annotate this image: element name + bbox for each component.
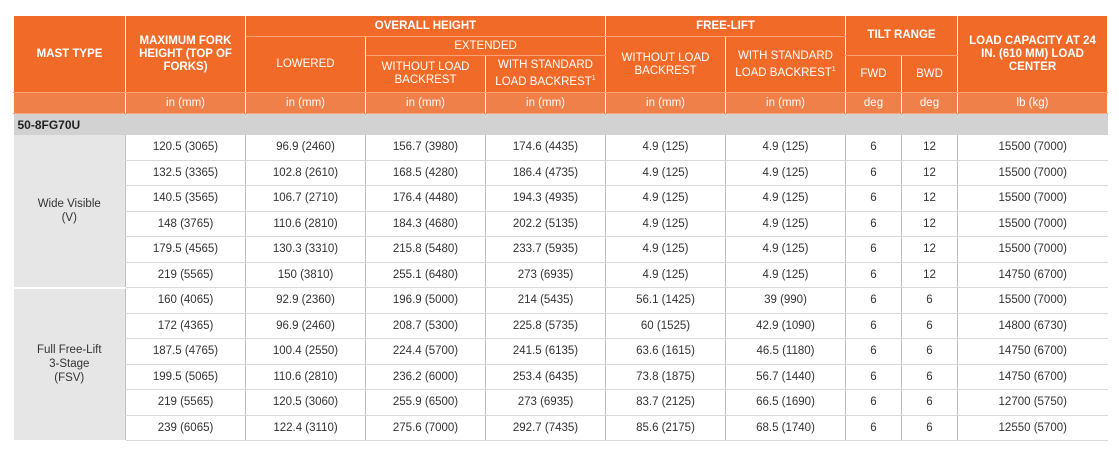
unit-cell: deg [902, 93, 958, 114]
table-cell: 39 (990) [726, 288, 846, 314]
table-cell: 179.5 (4565) [126, 237, 246, 263]
mast-type-line: (V) [61, 211, 77, 224]
table-cell: 4.9 (125) [726, 186, 846, 212]
table-cell: 148 (3765) [126, 211, 246, 237]
table-cell: 14800 (6730) [958, 313, 1108, 339]
table-cell: 130.3 (3310) [246, 237, 366, 263]
table-cell: 187.5 (4765) [126, 339, 246, 365]
table-row [14, 415, 1108, 441]
table-cell: 15500 (7000) [958, 160, 1108, 186]
table-cell: 6 [846, 339, 902, 365]
table-cell: 199.5 (5065) [126, 364, 246, 390]
mast-type-line: (FSV) [54, 372, 85, 384]
table-cell: 184.3 (4680) [366, 211, 486, 237]
unit-cell: deg [846, 93, 902, 114]
table-cell: 6 [846, 313, 902, 339]
table-cell: 172 (4365) [126, 313, 246, 339]
table-cell: 156.7 (3980) [366, 135, 486, 160]
table-cell: 63.6 (1615) [606, 339, 726, 365]
mast-type-cell [14, 135, 126, 288]
table-cell: 120.5 (3065) [126, 135, 246, 160]
table-cell: 225.8 (5735) [486, 313, 606, 339]
table-row [14, 390, 1108, 416]
table-cell: 6 [902, 339, 958, 365]
header-bwd: BWD [902, 56, 958, 93]
header-with-standard-load-backrest: WITH STANDARD LOAD BACKREST$^1$ [486, 56, 606, 93]
table-cell: 196.9 (5000) [366, 288, 486, 314]
table-cell: 14750 (6700) [958, 364, 1108, 390]
table-cell: 96.9 (2460) [246, 313, 366, 339]
table-cell: 15500 (7000) [958, 135, 1108, 160]
table-cell: 92.9 (2360) [246, 288, 366, 314]
unit-cell: in (mm) [366, 93, 486, 114]
table-cell: 219 (5565) [126, 390, 246, 416]
table-cell: 12 [902, 135, 958, 160]
table-cell: 160 (4065) [126, 288, 246, 314]
table-cell: 96.9 (2460) [246, 135, 366, 160]
table-cell: 4.9 (125) [606, 135, 726, 160]
table-cell: 56.1 (1425) [606, 288, 726, 314]
table-row [14, 262, 1108, 288]
table-cell: 239 (6065) [126, 415, 246, 441]
table-cell: 224.4 (5700) [366, 339, 486, 365]
table-cell: 273 (6935) [486, 390, 606, 416]
table-cell: 6 [846, 262, 902, 288]
table-cell: 6 [846, 160, 902, 186]
header-free-lift: FREE-LIFT [606, 16, 846, 37]
table-cell: 255.9 (6500) [366, 390, 486, 416]
table-cell: 106.7 (2710) [246, 186, 366, 212]
table-cell: 122.4 (3110) [246, 415, 366, 441]
table-cell: 273 (6935) [486, 262, 606, 288]
table-cell: 12 [902, 237, 958, 263]
table-row [14, 135, 1108, 160]
table-cell: 120.5 (3060) [246, 390, 366, 416]
header-fl-without-backrest: WITHOUT LOAD BACKREST [606, 37, 726, 93]
unit-cell: in (mm) [246, 93, 366, 114]
table-cell: 12 [902, 160, 958, 186]
mast-type-line: 3-Stage [49, 358, 90, 370]
table-cell: 241.5 (6135) [486, 339, 606, 365]
table-cell: 6 [846, 211, 902, 237]
footnote-mark: 1 [831, 65, 836, 73]
table-cell: 6 [902, 313, 958, 339]
model-label: 50-8FG70U [14, 114, 1108, 136]
table-cell: 12550 (5700) [958, 415, 1108, 441]
header-max-fork-height: MAXIMUM FORK HEIGHT (TOP OF FORKS) [126, 16, 246, 93]
table-cell: 6 [846, 415, 902, 441]
unit-cell: in (mm) [126, 93, 246, 114]
table-cell: 174.6 (4435) [486, 135, 606, 160]
table-cell: 85.6 (2175) [606, 415, 726, 441]
table-cell: 4.9 (125) [606, 160, 726, 186]
table-cell: 6 [902, 364, 958, 390]
table-cell: 253.4 (6435) [486, 364, 606, 390]
table-cell: 66.5 (1690) [726, 390, 846, 416]
unit-cell: in (mm) [726, 93, 846, 114]
table-cell: 150 (3810) [246, 262, 366, 288]
table-cell: 168.5 (4280) [366, 160, 486, 186]
table-cell: 6 [846, 135, 902, 160]
table-row [14, 186, 1108, 212]
table-cell: 4.9 (125) [606, 186, 726, 212]
table-row [14, 237, 1108, 263]
header-lowered: LOWERED [246, 37, 366, 93]
header-mast-type: MAST TYPE [14, 16, 126, 93]
table-cell: 12 [902, 211, 958, 237]
table-cell: 4.9 (125) [726, 237, 846, 263]
table-cell: 215.8 (5480) [366, 237, 486, 263]
header-extended: EXTENDED [366, 37, 606, 56]
table-cell: 255.1 (6480) [366, 262, 486, 288]
table-cell: 6 [846, 237, 902, 263]
table-cell: 14750 (6700) [958, 262, 1108, 288]
table-cell: 4.9 (125) [606, 237, 726, 263]
table-cell: 4.9 (125) [726, 160, 846, 186]
table-cell: 6 [902, 288, 958, 314]
table-cell: 15500 (7000) [958, 211, 1108, 237]
table-cell: 6 [846, 288, 902, 314]
unit-cell: lb (kg) [958, 93, 1108, 114]
table-cell: 42.9 (1090) [726, 313, 846, 339]
mast-type-cell [14, 288, 126, 441]
table-cell: 12 [902, 262, 958, 288]
table-cell: 46.5 (1180) [726, 339, 846, 365]
table-cell: 4.9 (125) [606, 211, 726, 237]
table-cell: 176.4 (4480) [366, 186, 486, 212]
table-cell: 14750 (6700) [958, 339, 1108, 365]
table-cell: 100.4 (2550) [246, 339, 366, 365]
header-tilt-range: TILT RANGE [846, 16, 958, 56]
table-cell: 219 (5565) [126, 262, 246, 288]
header-load-capacity: LOAD CAPACITY AT 24 IN. (610 MM) LOAD CENTER [958, 16, 1108, 93]
table-cell: 60 (1525) [606, 313, 726, 339]
unit-cell [14, 93, 126, 114]
table-cell: 214 (5435) [486, 288, 606, 314]
table-cell: 68.5 (1740) [726, 415, 846, 441]
table-cell: 202.2 (5135) [486, 211, 606, 237]
unit-cell: in (mm) [486, 93, 606, 114]
table-cell: 208.7 (5300) [366, 313, 486, 339]
table-cell: 110.6 (2810) [246, 211, 366, 237]
table-cell: 236.2 (6000) [366, 364, 486, 390]
header-fwd: FWD [846, 56, 902, 93]
table-cell: 12 [902, 186, 958, 212]
table-cell: 4.9 (125) [726, 135, 846, 160]
table-body [14, 114, 1108, 441]
table-row [14, 288, 1108, 314]
header-overall-height: OVERALL HEIGHT [246, 16, 606, 37]
table-cell: 233.7 (5935) [486, 237, 606, 263]
table-cell: 4.9 (125) [606, 262, 726, 288]
table-cell: 6 [846, 390, 902, 416]
table-row [14, 313, 1108, 339]
footnote-mark: 1 [591, 75, 596, 83]
header-fl-with-backrest: WITH STANDARD LOAD BACKREST$^1$ [726, 37, 846, 93]
table-row [14, 211, 1108, 237]
table-cell: 6 [902, 415, 958, 441]
table-cell: 6 [846, 186, 902, 212]
table-row [14, 364, 1108, 390]
table-cell: 83.7 (2125) [606, 390, 726, 416]
unit-cell: in (mm) [606, 93, 726, 114]
table-row [14, 339, 1108, 365]
table-cell: 102.8 (2610) [246, 160, 366, 186]
table-cell: 132.5 (3365) [126, 160, 246, 186]
table-cell: 15500 (7000) [958, 186, 1108, 212]
table-cell: 140.5 (3565) [126, 186, 246, 212]
table-cell: 186.4 (4735) [486, 160, 606, 186]
mast-type-line: Full Free-Lift [36, 344, 102, 356]
header-without-load-backrest: WITHOUT LOAD BACKREST [366, 56, 486, 93]
table-cell: 4.9 (125) [726, 262, 846, 288]
table-row [14, 160, 1108, 186]
table-cell: 4.9 (125) [726, 211, 846, 237]
mast-spec-table [13, 16, 1108, 442]
table-cell: 15500 (7000) [958, 288, 1108, 314]
table-cell: 15500 (7000) [958, 237, 1108, 263]
table-cell: 56.7 (1440) [726, 364, 846, 390]
table-cell: 110.6 (2810) [246, 364, 366, 390]
mast-type-line: Wide Visible [37, 197, 101, 210]
table-cell: 6 [846, 364, 902, 390]
table-cell: 12700 (5750) [958, 390, 1108, 416]
table-cell: 194.3 (4935) [486, 186, 606, 212]
table-cell: 292.7 (7435) [486, 415, 606, 441]
table-cell: 73.8 (1875) [606, 364, 726, 390]
table-cell: 275.6 (7000) [366, 415, 486, 441]
table-cell: 6 [902, 390, 958, 416]
